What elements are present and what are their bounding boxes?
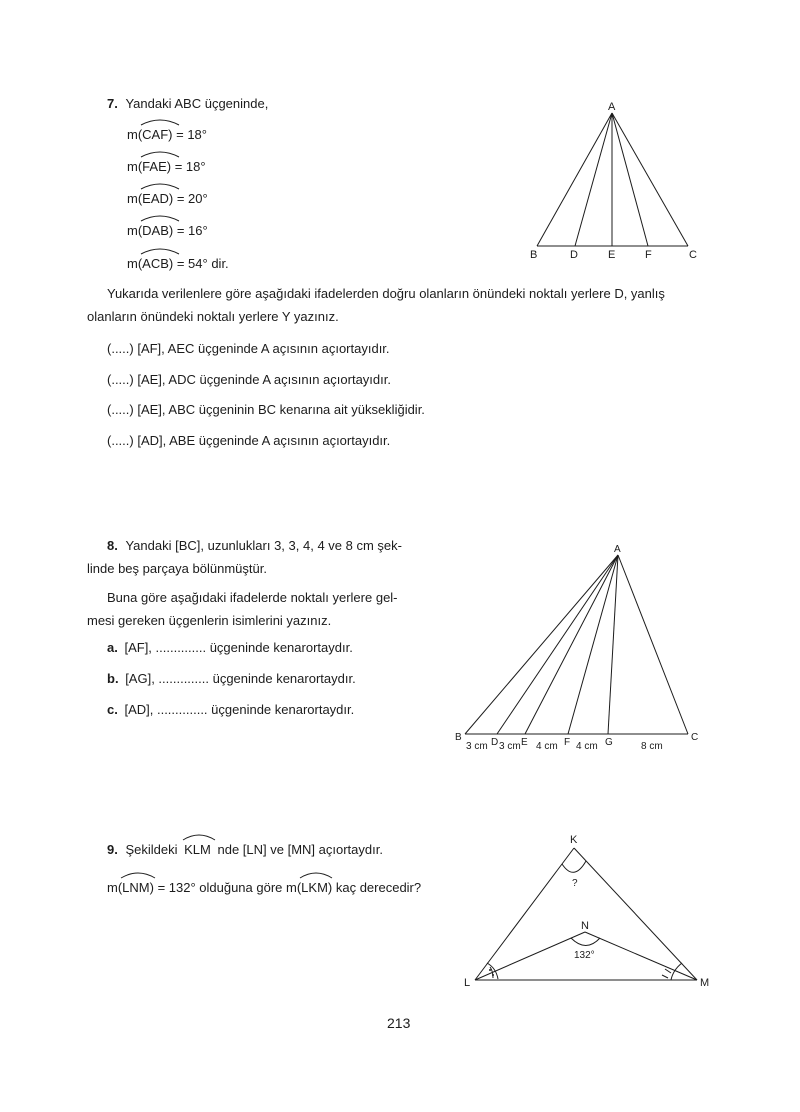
label-e: E [608, 249, 616, 261]
q7-statement-3: (.....) [AE], ABC üçgeninin BC kenarına ait yüksekliğidir. [107, 402, 425, 417]
q8-triangle-figure [445, 538, 710, 760]
angle-name: DAB [142, 223, 169, 238]
q7-statement-4: (.....) [AD], ABE üçgeninde A açısının açıortayıdır. [107, 433, 391, 448]
given-suffix: ) = 18° [166, 159, 206, 174]
item-letter: c. [107, 702, 118, 717]
q7-statement-1: (.....) [AF], AEC üçgeninde A açısının açıortayıdır. [107, 341, 390, 356]
angle-name: EAD [142, 191, 169, 206]
label-l: L [464, 977, 471, 989]
arc-mark-icon [140, 118, 180, 126]
angle-name: FAE [142, 159, 167, 174]
arc-mark-icon [299, 871, 333, 879]
angle-notation [142, 254, 169, 271]
q7-statement-2: (.....) [AE], ADC üçgeninde A açısının açıortayıdır. [107, 372, 391, 387]
angle-n-arc [571, 938, 600, 946]
segment-label-ef: 4 cm [536, 741, 558, 752]
segment-ad [575, 113, 612, 246]
q7-given-1 [127, 125, 207, 142]
side-ab [537, 113, 612, 246]
segment-label-de: 3 cm [499, 741, 521, 752]
label-f: F [645, 249, 652, 261]
angle-name: ACB [142, 256, 169, 271]
angle-m-tick-2 [662, 975, 668, 978]
angle-notation [142, 221, 169, 238]
item-letter: a. [107, 640, 118, 655]
label-m: M [700, 977, 710, 989]
label-a: A [608, 101, 616, 113]
q7-given-3 [127, 189, 208, 206]
label-b: B [455, 732, 462, 743]
arc-mark-icon [140, 150, 180, 158]
q9-text-line-2 [107, 878, 421, 895]
unknown-angle-label: ? [572, 878, 578, 889]
label-b: B [530, 249, 538, 261]
angle-value-label: 132° [574, 950, 595, 961]
angle-notation [184, 840, 211, 857]
q7-given-2 [127, 157, 206, 174]
q8-text-line-3: Buna göre aşağıdaki ifadelerde noktalı yerlere gel- [107, 590, 398, 605]
side-ac [618, 555, 688, 734]
angle-notation [142, 157, 167, 174]
q7-intro: Yandaki ABC üçgeninde, [125, 96, 269, 111]
given-prefix: m( [127, 127, 143, 142]
side-ab [465, 555, 618, 734]
given-suffix: ) = 16° [168, 223, 208, 238]
q9-line2-a: m( [107, 880, 123, 895]
segment-label-fg: 4 cm [576, 741, 598, 752]
given-prefix: m( [127, 191, 143, 206]
arc-mark-icon [140, 182, 180, 190]
q7-given-5 [127, 254, 229, 271]
given-suffix: ) = 18° [168, 127, 207, 142]
q8-text-line-4: mesi gereken üçgenlerin isimlerini yazınız. [87, 613, 332, 628]
angle-notation [301, 878, 328, 895]
label-g: G [605, 737, 613, 748]
q9-triangle-figure [458, 828, 718, 993]
arc-mark-icon [120, 871, 156, 879]
label-a: A [614, 544, 621, 555]
q9-text-b: nde [LN] ve [MN] açıortaydır. [217, 842, 383, 857]
arc-mark-icon [140, 247, 180, 255]
label-d: D [491, 737, 499, 748]
q8-text-line-2: linde beş parçaya bölünmüştür. [87, 561, 267, 576]
q7-instruction-line-1: Yukarıda verilenlere göre aşağıdaki ifadelerden doğru olanların önündeki noktalı yerlere D, yanlış [107, 286, 665, 301]
item-text: [AD], .............. üçgeninde kenarortaydır. [124, 702, 355, 717]
given-prefix: m( [127, 223, 143, 238]
segment-label-gc: 8 cm [641, 741, 663, 752]
segment-label-bd: 3 cm [466, 741, 488, 752]
q9-text-a: Şekildeki [125, 842, 178, 857]
bisector-mn [585, 932, 697, 980]
angle-m-tick-1 [665, 969, 671, 973]
q9-line2-b: ) = 132° olduğuna göre m( [149, 880, 302, 895]
label-f: F [564, 737, 571, 748]
q7-given-4 [127, 221, 208, 238]
q7-header [107, 96, 268, 111]
label-c: C [689, 249, 697, 261]
q7-instruction-line-2: olanların önündeki noktalı yerlere Y yazınız. [87, 309, 339, 324]
q8-item-a [107, 640, 353, 655]
q9-text-line-1 [107, 840, 383, 857]
angle-notation [142, 125, 168, 142]
angle-l-dot-2 [492, 974, 494, 976]
label-d: D [570, 249, 578, 261]
q8-text-line-1 [107, 538, 402, 553]
given-prefix: m( [127, 159, 143, 174]
arc-mark-icon [140, 214, 180, 222]
angle-name: KLM [184, 842, 211, 857]
q8-text-1: Yandaki [BC], uzunlukları 3, 3, 4, 4 ve 8 cm şek- [125, 538, 402, 553]
q7-number: 7. [107, 96, 118, 111]
segment-ad [497, 555, 618, 734]
item-text: [AF], .............. üçgeninde kenarortaydır. [124, 640, 353, 655]
item-text: [AG], .............. üçgeninde kenarortaydır. [125, 671, 356, 686]
label-c: C [691, 732, 699, 743]
angle-notation [142, 189, 169, 206]
side-kl [475, 848, 574, 980]
bisector-ln [475, 932, 585, 980]
angle-k-arc [562, 861, 586, 872]
angle-l-dot-1 [489, 969, 491, 971]
q8-item-c [107, 702, 354, 717]
label-e: E [521, 737, 528, 748]
side-ac [612, 113, 688, 246]
given-suffix: ) = 20° [168, 191, 208, 206]
arc-mark-icon [182, 833, 216, 841]
segment-af [568, 555, 618, 734]
page-number: 213 [387, 1015, 411, 1031]
label-n: N [581, 920, 589, 932]
label-k: K [570, 834, 578, 846]
q9-number: 9. [107, 842, 118, 857]
q8-number: 8. [107, 538, 118, 553]
angle-name: CAF [142, 127, 169, 142]
segment-ag [608, 555, 618, 734]
segment-af [612, 113, 648, 246]
item-letter: b. [107, 671, 119, 686]
q8-item-b [107, 671, 356, 686]
angle-name: LNM [122, 880, 150, 895]
given-suffix: ) = 54° dir. [168, 256, 229, 271]
q7-triangle-figure [520, 98, 710, 263]
angle-name: LKM [301, 880, 328, 895]
given-prefix: m( [127, 256, 143, 271]
angle-notation [122, 878, 149, 895]
segment-ae [525, 555, 618, 734]
q9-line2-c: ) kaç derecedir? [327, 880, 422, 895]
